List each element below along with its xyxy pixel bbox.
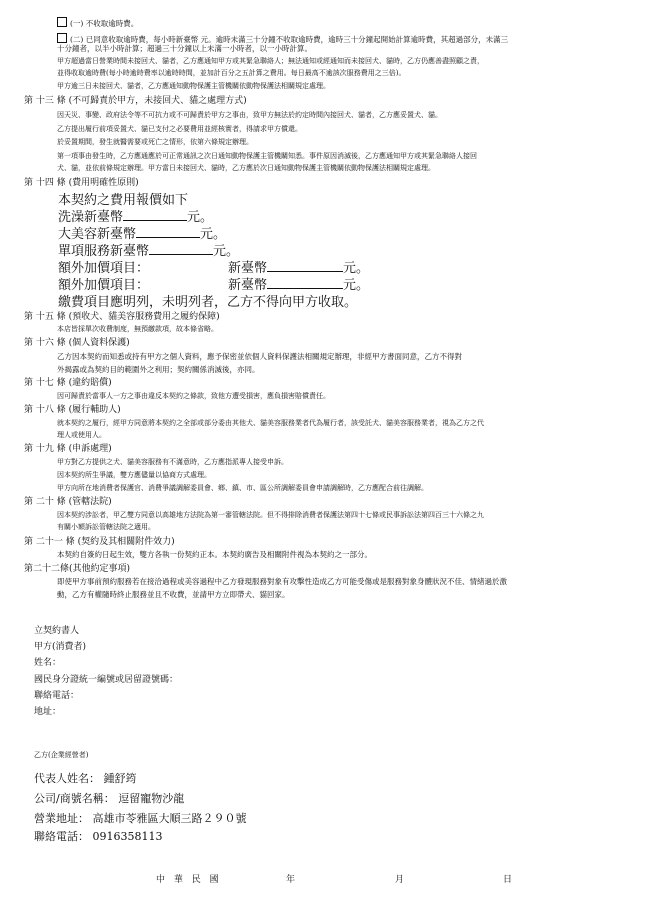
article-16-text: 外揭露或為契約目的範圍外之利用；契約關係消滅後，亦同。: [57, 365, 260, 374]
article-18-title: 第 十八 條 (履行輔助人): [24, 405, 121, 415]
party-a-id-field[interactable]: 國民身分證統一編號或居留證號碼：: [34, 675, 179, 685]
fee-note: 繳費項目應明列，未明列者，乙方不得向甲方收取。: [58, 295, 358, 310]
article-13-text: 於妥置期間，發生就醫需要或死亡之情形，依第六條規定辦理。: [57, 138, 253, 146]
party-a-label: 甲方(消費者): [34, 642, 87, 652]
fee-extra-1-amount: 新臺幣 元。: [228, 261, 370, 276]
single-fee-field[interactable]: [149, 245, 213, 255]
article-13-text: 乙方提出履行前項妥置犬、貓已支付之必要費用並經核實者，得請求甲方償還。: [57, 125, 302, 133]
article-17-title: 第 十七 條 (違約賠償): [24, 378, 112, 388]
party-a-address-field[interactable]: 地址：: [34, 707, 62, 717]
fee-extra-2-amount: 新臺幣 元。: [228, 278, 370, 293]
option-no-overtime: (一) 不收取逾時費。: [57, 17, 138, 28]
date-roc: 中 華 民 國: [156, 875, 222, 885]
date-month: 月: [395, 875, 405, 885]
article-17-text: 因可歸責於當事人一方之事由違反本契約之條款，致他方遭受損害，應負損害賠償責任。: [57, 392, 330, 400]
date-year: 年: [286, 875, 296, 885]
date-day: 日: [503, 875, 513, 885]
article-15-text: 本店皆採單次收費制度，無預繳款項，故本條省略。: [57, 325, 218, 333]
fee-groom: 大美容新臺幣 元。: [58, 227, 227, 242]
groom-fee-field[interactable]: [136, 228, 200, 238]
party-b-phone: 聯絡電話： 0916358113: [34, 830, 163, 843]
article-13-text: 犬、貓，並依前條規定辦理。甲方當日未接回犬、貓時，乙方應於次日通知動物保護主管機關依動物保護法相關規定處理。: [57, 164, 435, 172]
article-18-text: 理人或使用人。: [57, 431, 106, 439]
party-a-phone-field[interactable]: 聯絡電話：: [34, 691, 80, 701]
extra-2-fee-field[interactable]: [267, 279, 343, 289]
checkbox-icon[interactable]: [57, 33, 67, 43]
article-13-text: 第一項事由發生時，乙方應通應於可正常通訊之次日通知動物保護主管機關知悉。事件原因消滅後，乙方應通知甲方或其緊急聯絡人接回: [57, 152, 477, 160]
party-b-company: 公司/商號名稱： 逗留寵物沙龍: [34, 792, 185, 805]
article-20-title: 第 二十 條 (管轄法院): [24, 497, 112, 507]
article-22-text: 即使甲方事前預約服務若在接洽過程或美容過程中乙方發現服務對象有攻擊性造成乙方可能受傷或是服務對象身體狀況不佳、情緒過於激: [57, 577, 507, 586]
party-b-representative: 代表人姓名： 鍾舒筠: [34, 772, 137, 785]
party-a-name-field[interactable]: 姓名：: [34, 658, 62, 668]
option-overtime-fee-cont: 十分鐘者，以半小時計算；超過三十分鐘以上未滿一小時者，以一小時計算。: [57, 44, 312, 53]
article-15-title: 第 十五 條 (預收犬、貓美容服務費用之履約保障): [24, 312, 220, 322]
overtime-paragraph: 並得收取逾時費(每小時逾時費率以逾時時間，並加計百分之五計算之費用。每日最高不逾該次服務費用之三倍)。: [57, 69, 406, 77]
fee-extra-2: 額外加價項目：: [58, 278, 150, 293]
article-22-title: 第二十二條(其他約定事項): [24, 564, 131, 574]
article-16-title: 第 十六 條 (個人資料保護): [24, 338, 130, 348]
article-13-title: 第 十三 條 (不可歸責於甲方，未接回犬、貓之處理方式): [24, 96, 247, 106]
article-19-text: 甲方對乙方提供之犬、貓美容服務有不滿意時，乙方應指派專人接受申訴。: [57, 458, 288, 466]
option-overtime-fee: (二) 已同意收取逾時費，每小時新臺幣 元。逾時未滿三十分鐘不收取逾時費，逾時三十分鐘起開始計算逾時費，其超過部分，未滿三: [57, 33, 508, 44]
wash-fee-field[interactable]: [123, 211, 187, 221]
article-18-text: 就本契約之履行，經甲方同意將本契約之全部或部分委由其他犬、貓美容服務業者代為履行者，該受託犬、貓美容服務業者，視為乙方之代: [57, 419, 484, 427]
fee-extra-1: 額外加價項目：: [58, 261, 150, 276]
article-16-text: 乙方因本契約而知悉或持有甲方之個人資料，應予保密並依個人資料保護法相關規定辦理，非經甲方書面同意，乙方不得對: [57, 352, 462, 361]
fee-single: 單項服務新臺幣 元。: [58, 244, 240, 259]
article-19-text: 甲方向所在地消費者保護官、消費爭議調解委員會、鄉、鎮、市、區公所調解委員會申請調解時，乙方應配合前往調解。: [57, 484, 428, 492]
article-19-text: 因本契約所生爭議，雙方應儘量以協商方式處理。: [57, 471, 211, 479]
checkbox-icon[interactable]: [57, 17, 67, 27]
article-13-text: 因天災、事變、政府法令等不可抗力或不可歸責於甲方之事由，致甲方無法於約定時間內接回犬、貓者，乙方應妥置犬、貓。: [57, 111, 442, 119]
overtime-paragraph: 甲方超過當日營業時間未接回犬、貓者，乙方應通知甲方或其緊急聯絡人；無法通知或經通知而未接回犬、貓時，乙方仍應善盡照顧之責，: [57, 57, 484, 65]
party-b-address: 營業地址： 高雄市苓雅區大順三路２９０號: [34, 812, 247, 825]
article-20-text: 因本契約涉訟者，甲乙雙方同意以高雄地方法院為第一審管轄法院。但不得排除消費者保護法第四十七條或民事訴訟法第四百三十六條之九: [57, 511, 484, 519]
article-14-title: 第 十四 條 (費用明確性原則): [24, 178, 139, 188]
signatories-title: 立契約書人: [34, 626, 80, 636]
article-22-text: 動，乙方有權隨時終止服務並且不收費，並請甲方立即帶犬、貓回家。: [57, 590, 290, 599]
article-20-text: 有關小額訴訟管轄法院之適用。: [57, 523, 155, 531]
extra-1-fee-field[interactable]: [267, 262, 343, 272]
article-21-title: 第 二十一 條 (契約及其相關附件效力): [24, 537, 175, 547]
article-21-text: 本契約自簽約日起生效，雙方各執一份契約正本。本契約廣告及相關附件視為本契約之一部分。: [57, 550, 372, 559]
overtime-paragraph: 甲方逾三日未接回犬、貓者，乙方應通知動物保護主管機關依動物保護法相關規定處理。: [57, 82, 330, 90]
fee-wash: 洗澡新臺幣 元。: [58, 210, 214, 225]
fee-intro: 本契約之費用報價如下: [58, 193, 189, 208]
party-b-label: 乙方(企業經營者): [34, 751, 89, 759]
article-19-title: 第 十九 條 (申訴處理): [24, 444, 112, 454]
